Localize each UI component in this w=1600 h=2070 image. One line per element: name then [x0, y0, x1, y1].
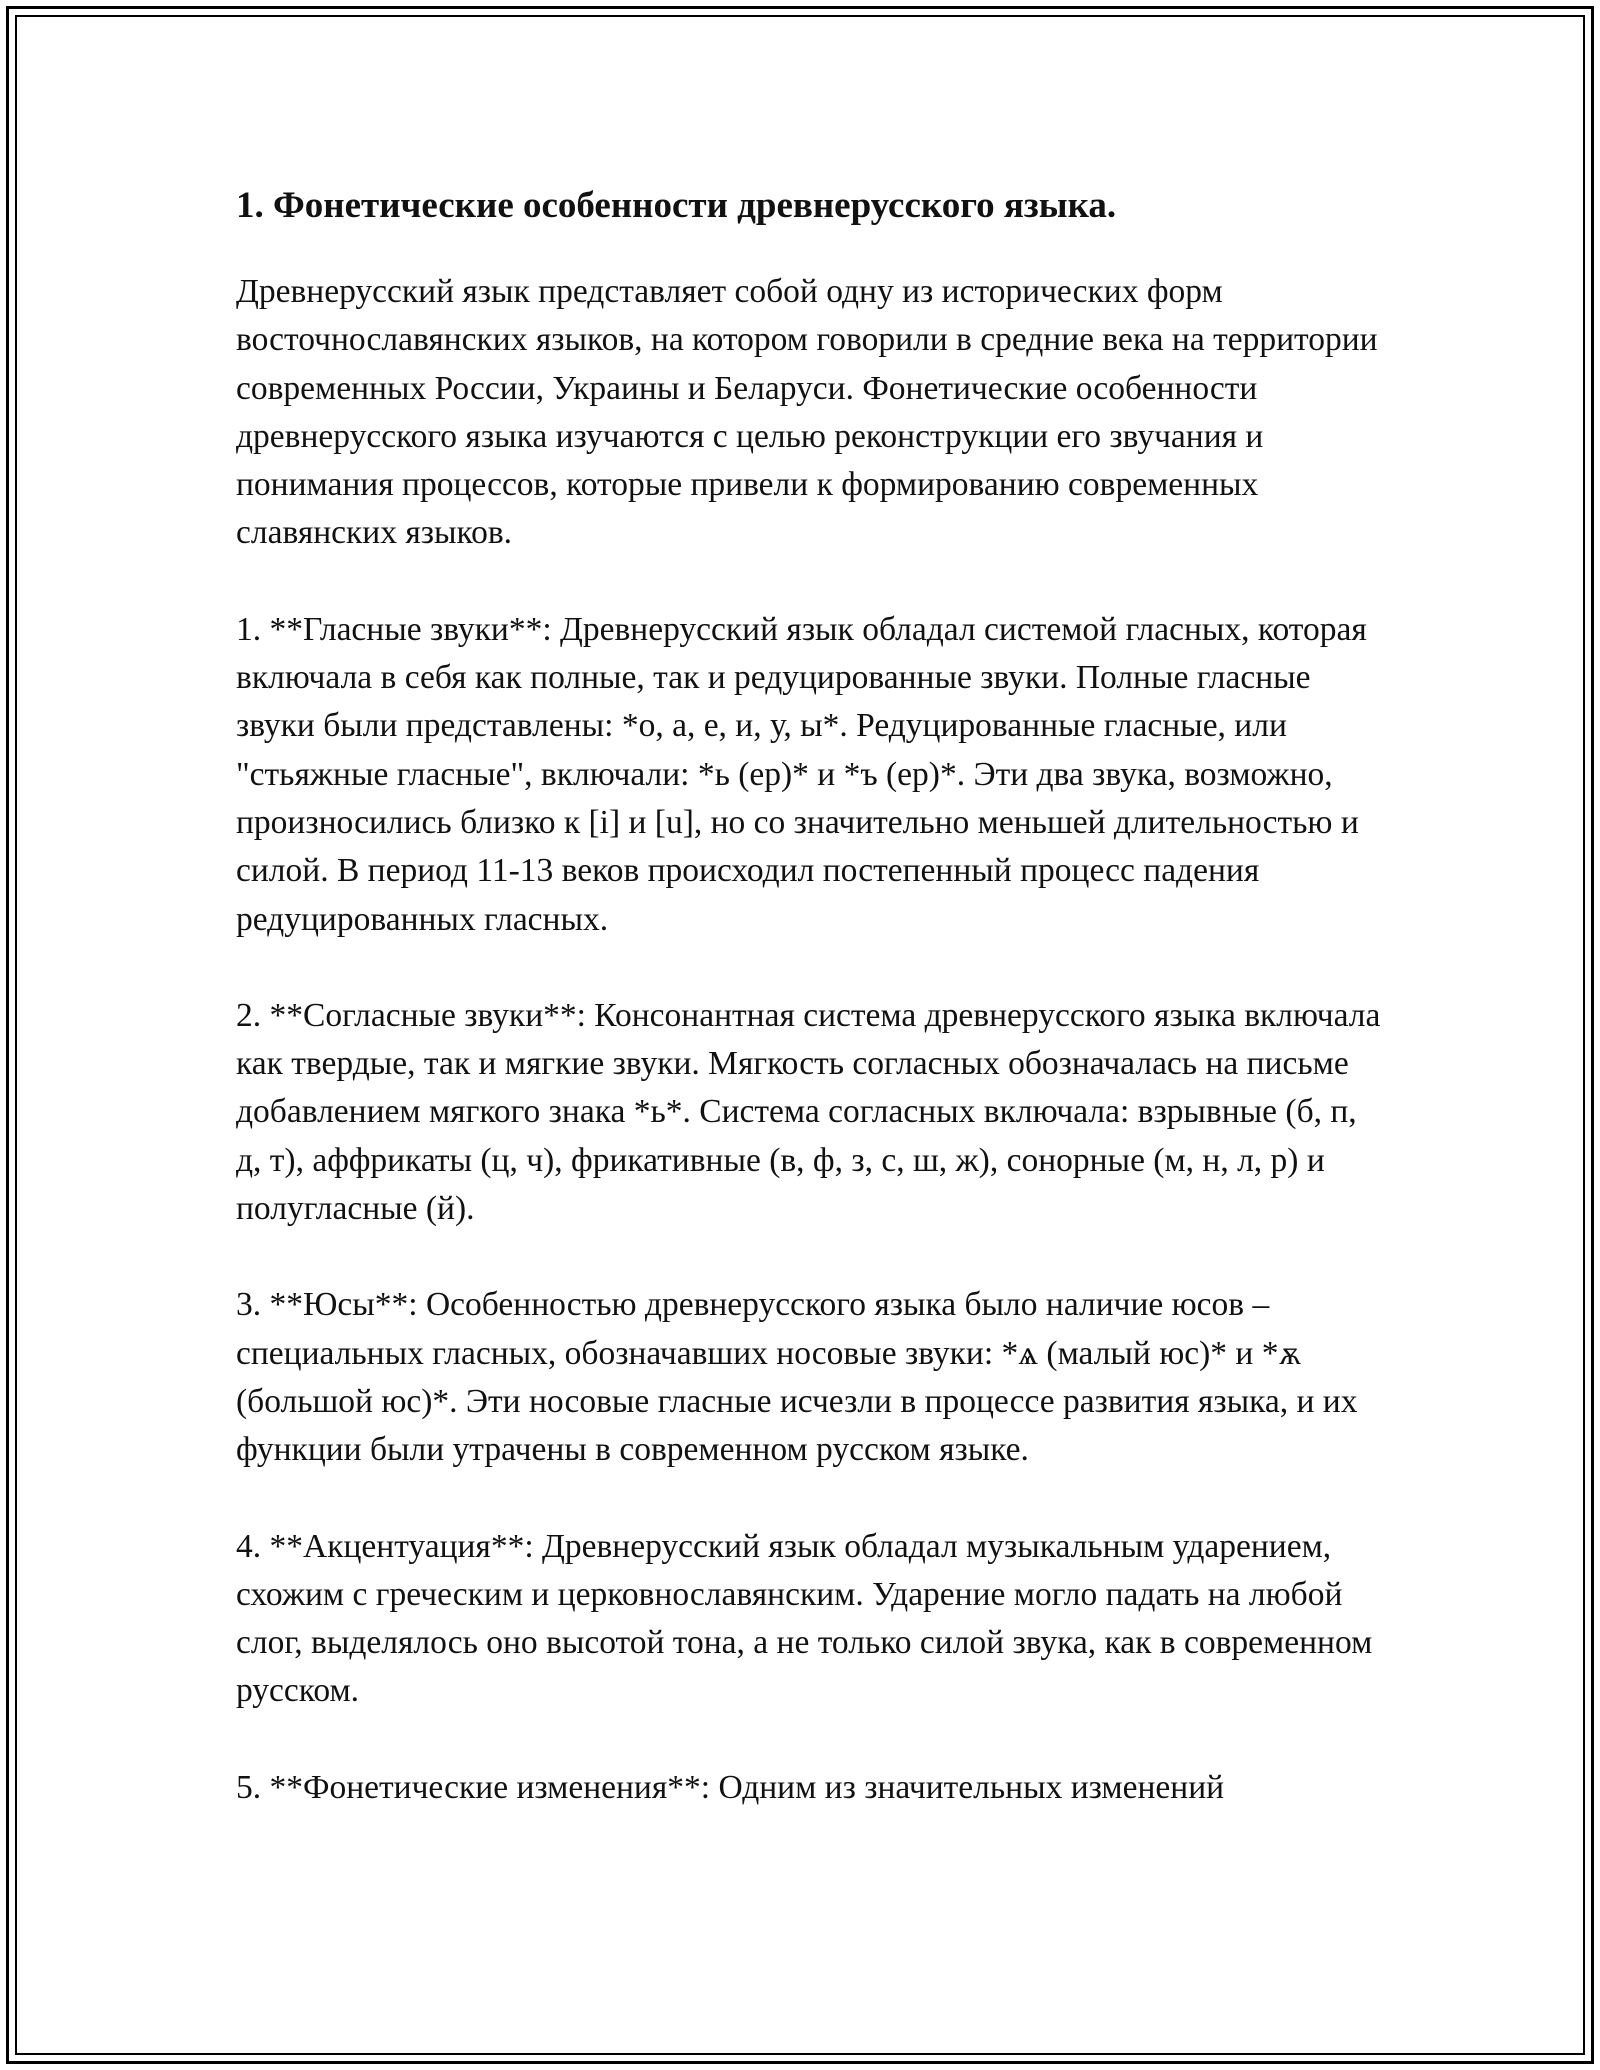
document-title: 1. Фонетические особенности древнерусского языка.	[236, 185, 1117, 226]
paragraph-yuses: 3. **Юсы**: Особенностью древнерусского языка было наличие юсов – специальных гласных, обозначавших носовые звуки: *ѧ (малый юс)* и *ѫ (большой юс)*. Эти носовые гласные исчезли в процессе развития языка, и их функции были утрачены в современном русском языке.	[236, 1286, 1358, 1469]
paragraph-phonetic-changes: 5. **Фонетические изменения**: Одним из значительных изменений	[236, 1768, 1225, 1806]
paragraph-consonants: 2. **Согласные звуки**: Консонантная система древнерусского языка включала как твердые, так и мягкие звуки. Мягкость согласных обозначалась на письме добавлением мягкого знака *ь*. Система согласных включала: взрывные (б, п, д, т), аффрикаты (ц, ч), фрикативные (в, ф, з, с, ш, ж), сонорные (м, н, л, р) и полугласные (й).	[236, 996, 1381, 1228]
intro-paragraph: Древнерусский язык представляет собой одну из исторических форм восточнославянских языков, на котором говорили в средние века на территории современных России, Украины и Беларуси. Фонетические особенности древнерусского языка изучаются с целью реконструкции его звучания и понимания процессов, которые привели к формированию современных славянских языков.	[236, 273, 1378, 552]
paragraph-vowels: 1. **Гласные звуки**: Древнерусский язык обладал системой гласных, которая включала в себя как полные, так и редуцированные звуки. Полные гласные звуки были представлены: *о, а, е, и, у, ы*. Редуцированные гласные, или "стьяжные гласные", включали: *ь (ер)* и *ъ (ер)*. Эти два звука, возможно, произносились близко к [i] и [u], но со значительно меньшей длительностью и силой. В период 11-13 веков происходил постепенный процесс падения редуцированных гласных.	[236, 610, 1367, 938]
document-body	[236, 180, 1386, 1860]
paragraph-accentuation: 4. **Акцентуация**: Древнерусский язык обладал музыкальным ударением, схожим с греческим и церковнославянским. Ударение могло падать на любой слог, выделялось оно высотой тона, а не только силой звука, как в современном русском.	[236, 1527, 1373, 1710]
